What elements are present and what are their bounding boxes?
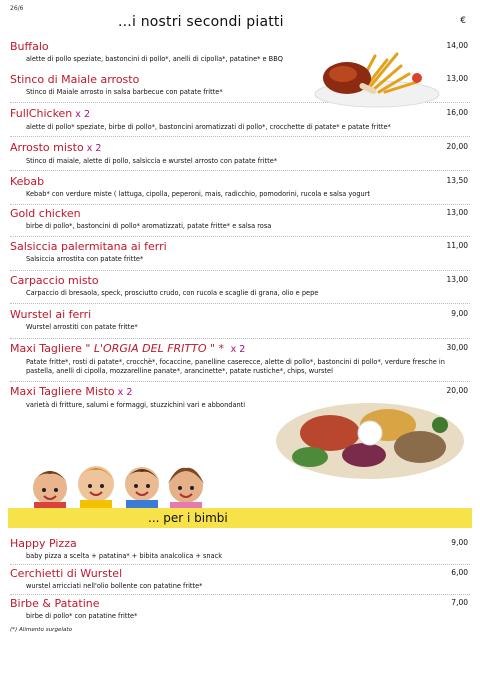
separator [10,204,470,205]
item-name: Maxi Tagliere Misto [10,385,115,398]
separator [10,594,470,595]
item-price: 9,00 [451,538,468,547]
menu-item-kebab [10,175,470,199]
menu-item-salsiccia [10,240,470,264]
frozen-food-footnote: (*) Alimento surgelato [10,627,73,633]
item-price: 20,00 [446,386,468,395]
item-price: 9,00 [451,309,468,318]
separator [10,303,470,304]
item-name: Cerchietti di Wurstel [10,567,123,580]
item-price: 13,00 [446,74,468,83]
item-price: 7,00 [451,598,468,607]
menu-item-birbe-patatine [10,597,470,621]
item-description: birbe di pollo* con patatine fritte* [26,612,138,620]
item-name: Arrosto misto [10,141,84,154]
item-description: Patate fritte*, rosti di patate*, crocchè*, focaccine, panelline caserecce, alette di pollo*, bastoncini di pollo*, verdure fresche in pastella, anelli di cipolla, mozzarelline panate*, arancinette*, patate rustiche*, chips, wurstel [26,358,445,375]
item-qty: x 2 [75,109,90,120]
separator [10,270,470,271]
item-description: Kebab* con verdure miste ( lattuga, cipolla, peperoni, mais, radicchio, pomodorini, rucola e salsa yogurt [26,190,370,198]
item-name: Wurstel ai ferri [10,308,92,321]
item-description: Wurstel arrostiti con patate fritte* [26,323,138,331]
separator [10,236,470,237]
item-name: Salsiccia palermitana ai ferri [10,240,167,253]
menu-item-happy-pizza [10,537,470,561]
item-price: 20,00 [446,142,468,151]
item-description: baby pizza a scelta + patatina* + bibita analcolica + snack [26,552,223,560]
menu-item-wurstel-ai-ferri [10,308,470,332]
item-price: 13,50 [446,176,468,185]
menu-item-maxi-tagliere-orgia [10,342,470,376]
item-name: FullChicken [10,107,73,120]
separator [10,338,470,339]
item-price: 13,00 [446,275,468,284]
item-name: Buffalo [10,40,49,53]
item-description: alette di pollo speziate, bastoncini di pollo*, anelli di cipolla*, patatine* e BBQ [26,55,283,63]
menu-item-cerchietti-wurstel [10,567,470,591]
item-description: birbe di pollo*, bastoncini di pollo* aromatizzati, patate fritte* e salsa rosa [26,222,272,230]
item-description: Stinco di Maiale arrosto in salsa barbecue con patate fritte* [26,88,223,96]
item-price: 13,00 [446,208,468,217]
item-description: varietà di fritture, salumi e formaggi, stuzzichini vari e abbondanti [26,401,246,409]
item-name-prefix: Maxi Tagliere " [10,342,91,355]
item-description: Carpaccio di bresaola, speck, prosciutto crudo, con rucola e scaglie di grana, olio e pepe [26,289,319,297]
item-qty: x 2 [117,387,133,398]
separator [10,170,470,171]
item-description: alette di pollo* speziate, birbe di pollo*, bastoncini aromatizzati di pollo*, crocchette di patate* e patate fritte* [26,123,391,131]
item-price: 11,00 [446,241,468,250]
item-description: wurstel arricciati nell'olio bollente con patatine fritte* [26,582,203,590]
roast-shank-photo [305,48,443,110]
menu-item-arrosto-misto [10,141,470,166]
menu-item-fullchicken [10,107,470,132]
separator [10,381,470,382]
bimbi-section-title: ... per i bimbi [148,511,228,525]
item-qty: x 2 [230,344,246,355]
separator [10,564,470,565]
menu-item-carpaccio [10,274,470,298]
item-price: 14,00 [446,41,468,50]
item-name-italic: L'ORGIA DEL FRITTO [90,342,210,355]
separator [10,136,470,137]
item-name: Gold chicken [10,207,81,220]
item-description: Stinco di maiale, alette di pollo, salsiccia e wurstel arrosto con patate fritte* [26,157,278,165]
item-name: Kebab [10,175,45,188]
item-price: 16,00 [446,108,468,117]
item-description: Salsiccia arrostita con patate fritte* [26,255,144,263]
menu-item-gold-chicken [10,207,470,231]
item-name: Stinco di Maiale arrosto [10,73,140,86]
page-number: 26/6 [10,5,24,12]
item-name: Happy Pizza [10,537,77,550]
section-title: ...i nostri secondi piatti [118,14,284,30]
item-name: Birbe & Patatine [10,597,100,610]
item-qty: x 2 [86,143,102,154]
item-name: Carpaccio misto [10,274,99,287]
item-price: 30,00 [446,343,468,352]
currency-symbol: € [460,16,466,26]
bimbi-band [8,508,472,528]
item-price: 6,00 [451,568,468,577]
item-name-suffix: " * [210,342,228,355]
